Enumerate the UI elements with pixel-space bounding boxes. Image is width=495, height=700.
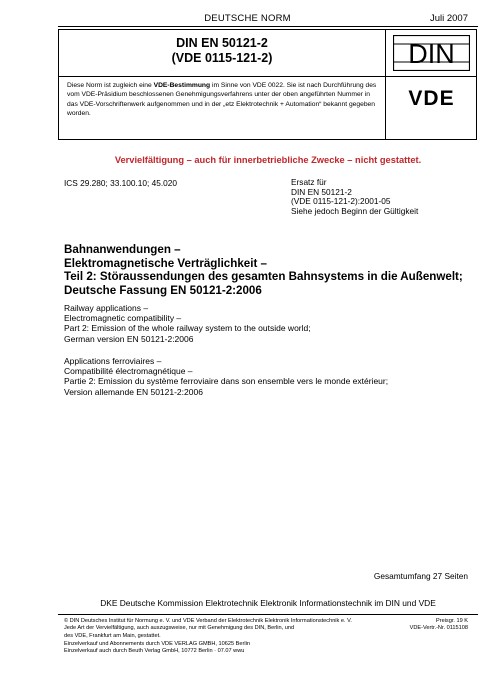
- vde-notice-pre: Diese Norm ist zugleich eine: [67, 82, 154, 89]
- title-box-divider-horizontal: [59, 76, 476, 77]
- din-logo: [393, 35, 470, 71]
- title-english-line: Electromagnetic compatibility –: [64, 313, 182, 324]
- vde-logo: [393, 84, 470, 112]
- header-divider: [58, 26, 478, 27]
- replacement-info: [291, 178, 418, 216]
- sales-line: Einzelverkauf auch durch Beuth Verlag GmbH, 10772 Berlin · 07.07 wwu: [64, 648, 245, 655]
- vde-logo-text: VDE: [408, 87, 455, 110]
- copyright-line: © DIN Deutsches Institut für Normung e. V. und VDE Verband der Elektrotechnik Elektronik Informationstechnik e. V.: [64, 618, 352, 624]
- title-french-line: Version allemande EN 50121-2:2006: [64, 386, 203, 397]
- footer-divider: [58, 614, 478, 615]
- copyright-line: Jede Art der Vervielfältigung, auch auszugsweise, nur mit Genehmigung des DIN, Berlin, und: [64, 625, 295, 632]
- replacement-line: Ersatz für: [291, 177, 327, 187]
- din-logo-text: DIN: [408, 39, 455, 69]
- title-french-line: Applications ferroviaires –: [64, 356, 162, 366]
- vde-notice-post: im Sinne von VDE 0022. Sie ist nach Durchführung des vom VDE-Präsidium beschlossenen Genehmigungsverfahrens unter der oben angeführten Nummer in das VDE-Vorschriftenwerk aufgenommen und in der „etz Elektrotechnik + Automation“ bekannt gegeben worden.: [67, 82, 377, 118]
- vde-notice-bold: VDE-Bestimmung: [153, 82, 211, 89]
- publication-date: Juli 2007: [429, 13, 468, 24]
- title-german-line: Elektromagnetische Verträglichkeit –: [64, 256, 267, 270]
- standard-number-din: DIN EN 50121-2: [176, 36, 268, 50]
- standard-number: [59, 36, 385, 66]
- title-english-line: Part 2: Emission of the whole railway system to the outside world;: [64, 323, 311, 334]
- vde-contract-number: VDE-Vertr.-Nr. 0115108: [409, 625, 468, 632]
- replacement-line: Siehe jedoch Beginn der Gültigkeit: [291, 205, 419, 216]
- title-box: [58, 29, 477, 140]
- title-english-line: Railway applications –: [64, 303, 149, 313]
- total-pages: Gesamtumfang 27 Seiten: [373, 571, 468, 581]
- standard-number-vde: (VDE 0115-121-2): [171, 51, 273, 65]
- replacement-line: DIN EN 50121-2: [291, 186, 352, 197]
- reproduction-restriction: Vervielfältigung – auch für innerbetriebliche Zwecke – nicht gestattet.: [114, 155, 422, 165]
- dke-commission: DKE Deutsche Kommission Elektrotechnik Elektronik Informationstechnik im DIN und VDE: [100, 598, 436, 608]
- copyright-notice: [64, 618, 394, 640]
- title-german: [64, 243, 474, 297]
- title-english-line: German version EN 50121-2:2006: [64, 333, 194, 344]
- title-german-line: Bahnanwendungen –: [64, 243, 181, 256]
- ics-codes: ICS 29.280; 33.100.10; 45.020: [64, 178, 178, 188]
- title-german-line: Teil 2: Störaussendungen des gesamten Bahnsystems in die Außenwelt;: [64, 270, 463, 283]
- sales-info: [64, 641, 394, 656]
- title-french-line: Compatibilité électromagnétique –: [64, 366, 193, 377]
- price-info: [378, 618, 468, 633]
- title-german-line: Deutsche Fassung EN 50121-2:2006: [64, 283, 262, 297]
- sales-line: Einzelverkauf und Abonnements durch VDE VERLAG GMBH, 10625 Berlin: [64, 641, 250, 647]
- price-group: Preisgr. 19 K: [435, 618, 468, 624]
- replacement-line: (VDE 0115-121-2):2001-05: [291, 196, 391, 207]
- title-box-divider-vertical: [385, 30, 386, 139]
- title-french-line: Partie 2: Emission du système ferroviaire dans son ensemble vers le monde extérieur;: [64, 376, 389, 387]
- copyright-line: des VDE, Frankfurt am Main, gestattet.: [64, 632, 161, 639]
- title-french: [64, 356, 474, 397]
- title-english: [64, 303, 474, 344]
- norm-label: DEUTSCHE NORM: [204, 13, 291, 24]
- vde-notice: [67, 81, 382, 119]
